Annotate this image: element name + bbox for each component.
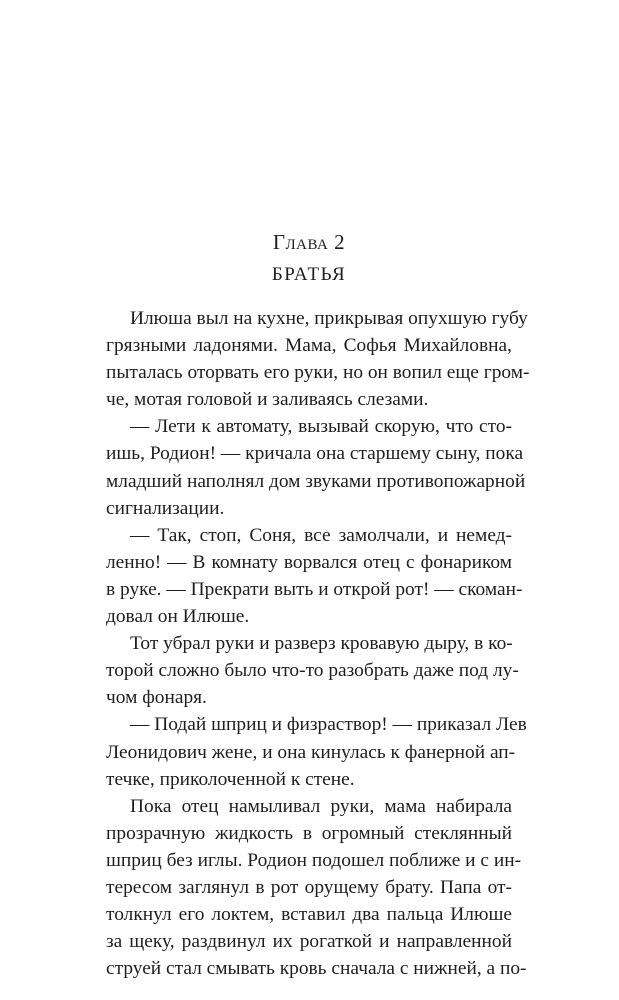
text-line: сигнализации. — [106, 497, 225, 519]
text-line: в руке. — Прекрати выть и открой рот! — скоман- — [106, 578, 523, 600]
chapter-title: БРАТЬЯ — [271, 264, 347, 285]
text-line: довал он Илюше. — [106, 606, 250, 628]
text-line: че, мотая головой и заливаясь слезами. — [106, 389, 429, 411]
text-line: прозрачную жидкость в огромный стеклянный — [106, 822, 512, 844]
text-line: Илюша выл на кухне, прикрывая опухшую губу — [130, 308, 528, 329]
text-line: ишь, Родион! — кричала она старшему сыну, пока — [106, 443, 524, 465]
text-line: за щеку, раздвинул их рогаткой и направленной — [106, 931, 512, 953]
text-line: — Лети к автомату, вызывай скорую, что сто- — [130, 416, 512, 438]
text-line: Пока отец намыливал руки, мама набирала — [130, 795, 512, 817]
text-line: струей стал смывать кровь сначала с нижней, а по- — [106, 958, 527, 980]
chapter-heading — [106, 228, 512, 289]
text-line: ленно! — В комнату ворвался отец с фонариком — [106, 551, 512, 573]
text-line: грязными ладонями. Мама, Софья Михайловна, — [106, 335, 512, 357]
text-line: шприц без иглы. Родион подошел поближе и с ин- — [106, 849, 522, 871]
text-line: — Так, стоп, Соня, все замолчали, и немед- — [130, 524, 512, 546]
chapter-number: Глава 2 — [272, 230, 346, 254]
text-line: толкнул его локтем, вставил два пальца Илюше — [106, 904, 512, 926]
body-text — [106, 305, 530, 982]
book-page — [106, 0, 530, 1000]
text-line: — Подай шприц и физраствор! — приказал Лев — [130, 714, 527, 736]
text-line: младший наполнял дом звуками противопожарной — [106, 470, 526, 492]
text-line: Леонидович жене, и она кинулась к фанерной ап- — [106, 741, 516, 763]
text-line: пыталась оторвать его руки, но он вопил еще гром- — [106, 362, 530, 384]
text-line: чом фонаря. — [106, 687, 207, 709]
text-line: течке, приколоченной к стене. — [106, 768, 355, 790]
text-line: тересом заглянул в рот орущему брату. Папа от- — [106, 876, 512, 898]
text-line: торой сложно было что-то разобрать даже под лу- — [106, 660, 519, 682]
text-line: Тот убрал руки и разверз кровавую дыру, в ко- — [130, 633, 513, 655]
